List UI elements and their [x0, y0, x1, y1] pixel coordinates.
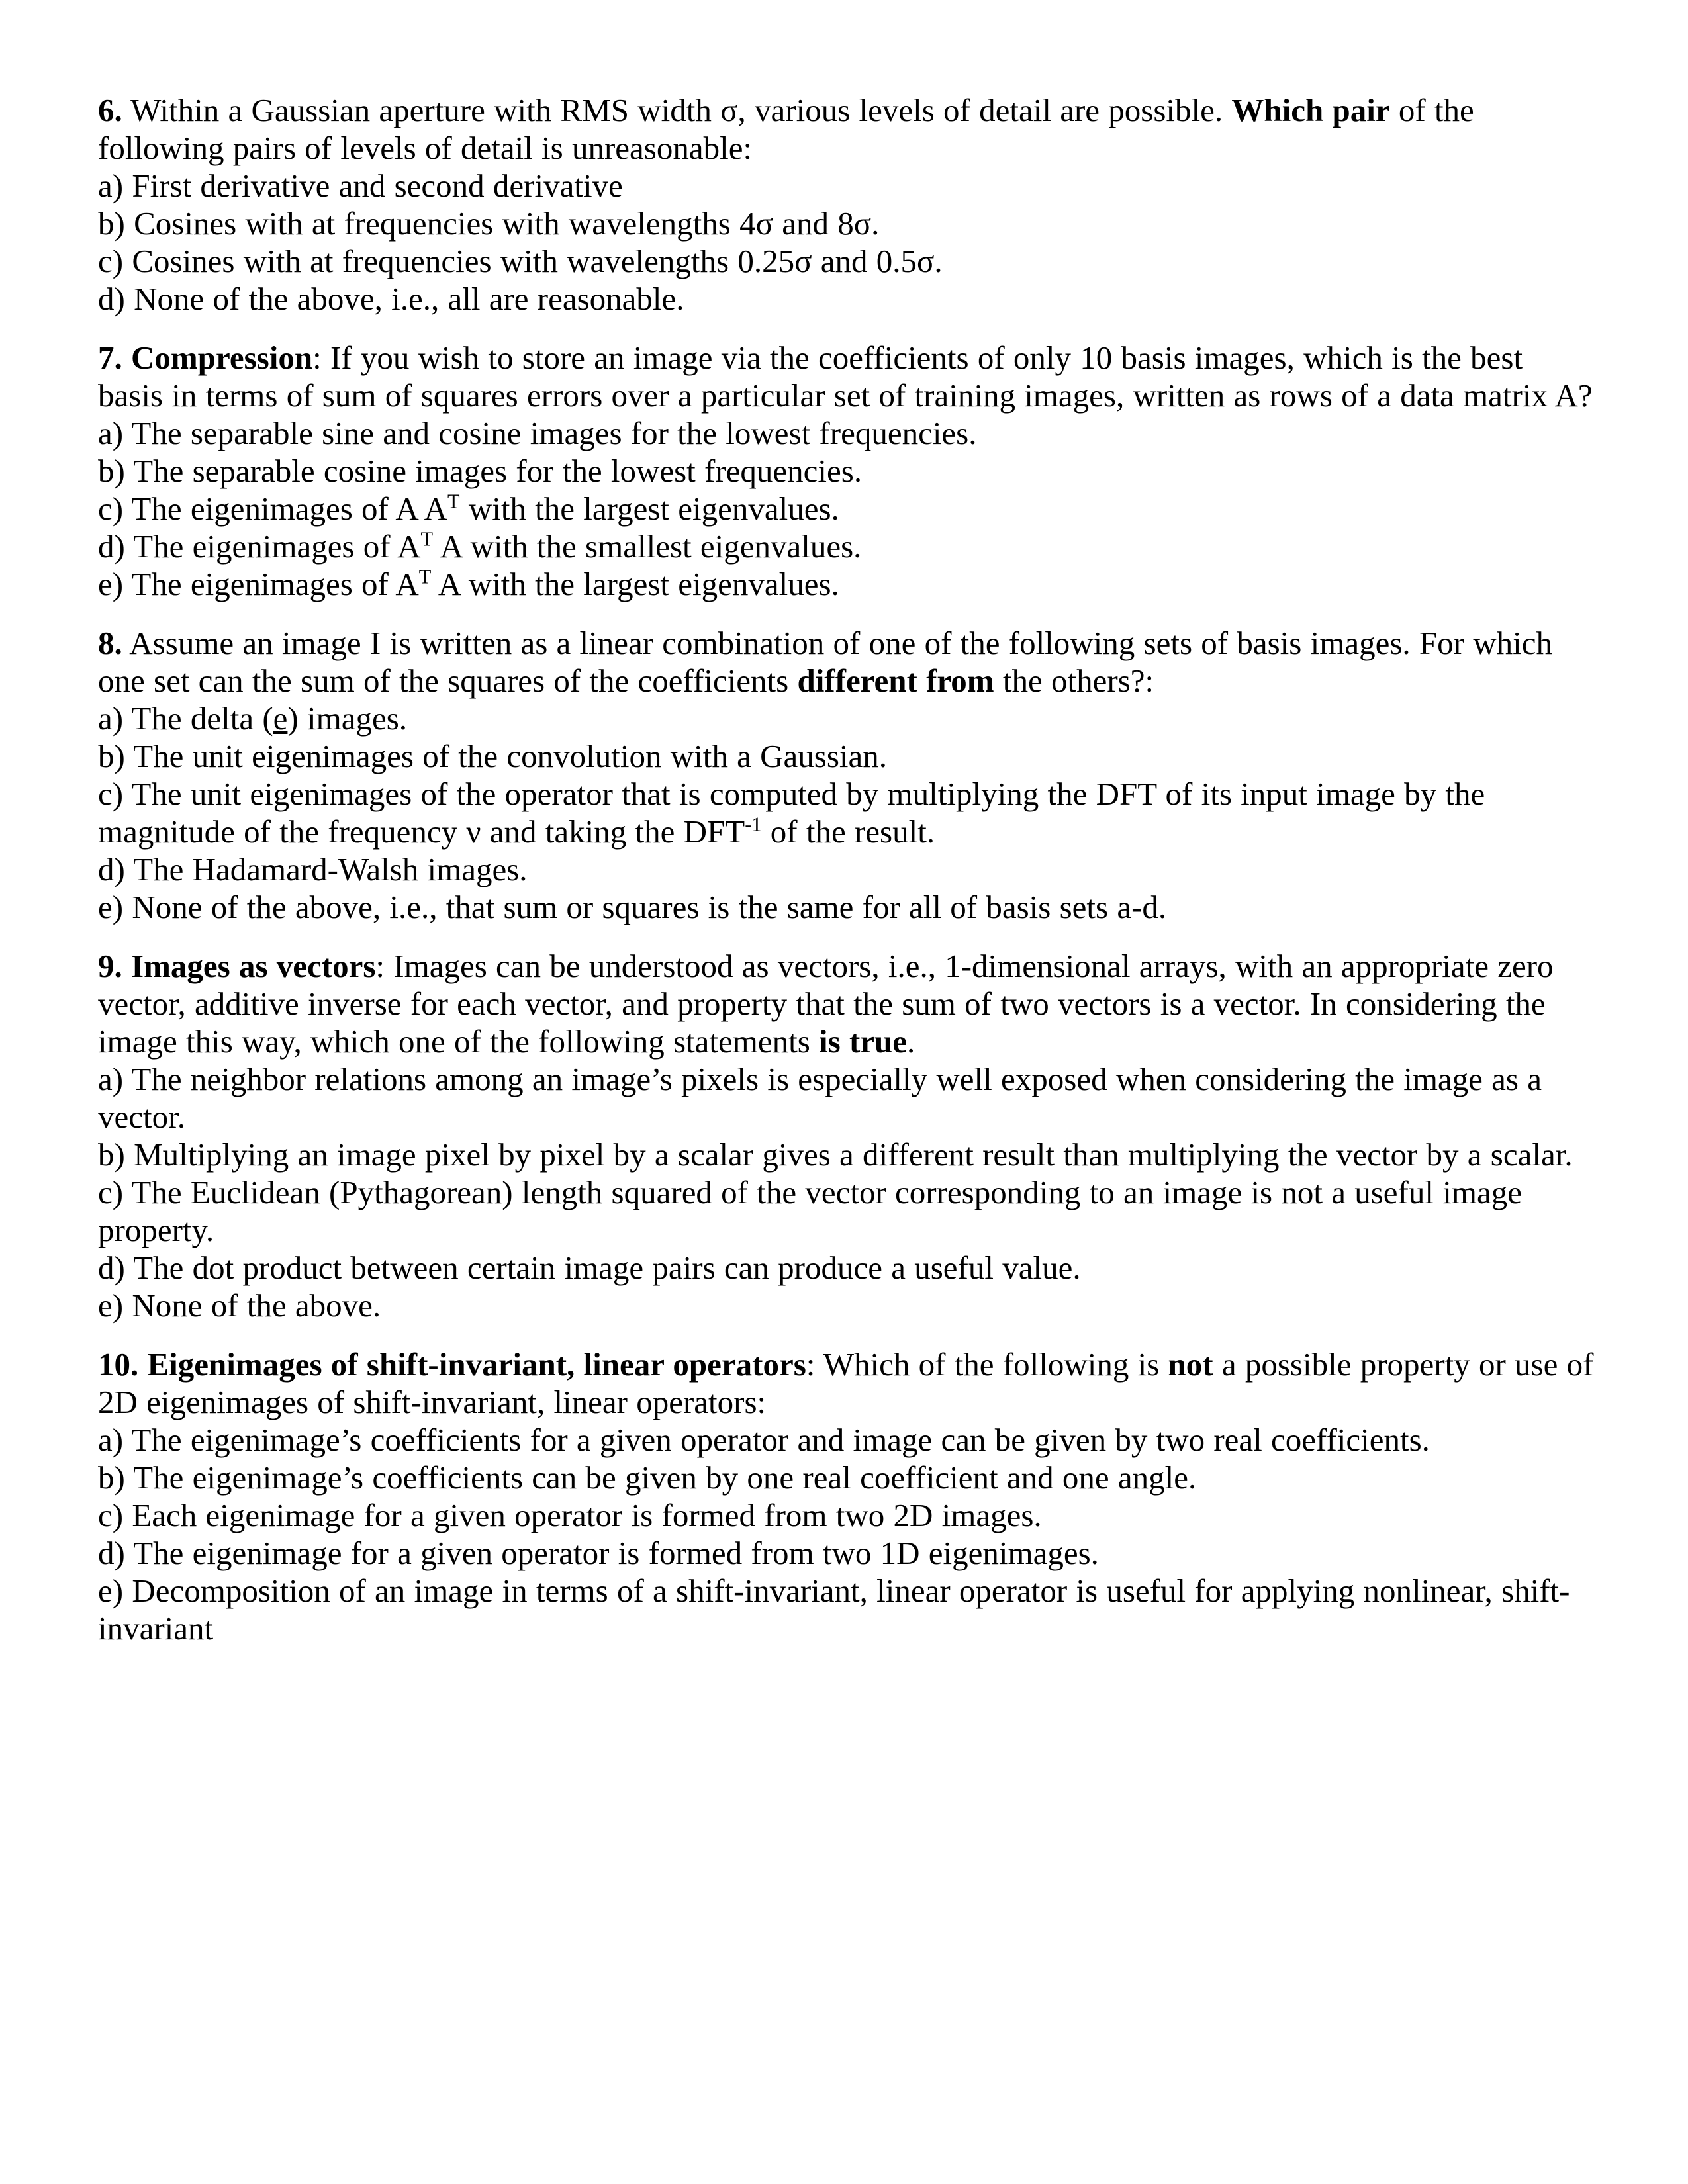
text-segment: c) The unit eigenimages of the operator that is computed by multiplying the DFT of its input image by the magnitude of the frequency ν and taking the DFT	[98, 776, 1485, 850]
question-6	[98, 91, 1595, 318]
text-segment: a) First derivative and second derivative	[98, 167, 623, 204]
text-segment: d) The eigenimage for a given operator is formed from two 1D eigenimages.	[98, 1535, 1099, 1571]
question-option	[98, 775, 1595, 850]
question-7	[98, 339, 1595, 603]
question-option	[98, 1060, 1595, 1136]
text-segment: a) The delta (	[98, 700, 273, 737]
question-option	[98, 167, 1595, 205]
text-segment: Which pair	[1231, 92, 1390, 128]
text-segment: e	[273, 700, 288, 737]
text-segment: c) Cosines with at frequencies with wavelengths 0.25σ and 0.5σ.	[98, 243, 943, 279]
question-option	[98, 1496, 1595, 1534]
text-segment: : Which of the following is	[806, 1346, 1168, 1383]
text-segment: b) The separable cosine images for the lowest frequencies.	[98, 453, 863, 489]
text-segment: d) The Hadamard-Walsh images.	[98, 851, 528, 887]
text-segment: of the result.	[761, 813, 935, 850]
text-segment: Assume an image I is written as a linear combination of one of the following sets of basis images. For which one set can the sum of the squares of the coefficients	[98, 625, 1552, 699]
question-option	[98, 1459, 1595, 1496]
question-option	[98, 490, 1595, 527]
text-segment: Within a Gaussian aperture with RMS width σ, various levels of detail are possible.	[122, 92, 1232, 128]
text-segment: b) Cosines with at frequencies with wavelengths 4σ and 8σ.	[98, 205, 880, 242]
text-segment: is true	[819, 1023, 908, 1060]
question-stem	[98, 624, 1595, 700]
question-option	[98, 850, 1595, 888]
text-segment: 10. Eigenimages of shift-invariant, linear operators	[98, 1346, 806, 1383]
text-segment: T	[418, 565, 432, 588]
superscript-text	[421, 528, 434, 551]
text-segment: A with the largest eigenvalues.	[431, 566, 839, 602]
question-option	[98, 737, 1595, 775]
text-segment: T	[447, 490, 460, 513]
question-9	[98, 947, 1595, 1324]
text-segment: c) The eigenimages of A A	[98, 490, 447, 527]
superscript-text	[447, 490, 460, 513]
text-segment: d) The dot product between certain image pairs can produce a useful value.	[98, 1250, 1081, 1286]
question-option	[98, 1287, 1595, 1324]
text-segment: b) Multiplying an image pixel by pixel by a scalar gives a different result than multiplying the vector by a scalar.	[98, 1136, 1573, 1173]
text-segment: c) The Euclidean (Pythagorean) length squared of the vector corresponding to an image is not a useful image property.	[98, 1174, 1522, 1248]
text-segment: with the largest eigenvalues.	[459, 490, 839, 527]
question-option	[98, 1534, 1595, 1572]
text-segment: a) The separable sine and cosine images for the lowest frequencies.	[98, 415, 977, 451]
question-10	[98, 1345, 1595, 1647]
superscript-text	[419, 566, 432, 588]
text-segment: d) None of the above, i.e., all are reasonable.	[98, 281, 684, 317]
question-stem	[98, 1345, 1595, 1421]
text-segment: of the following pairs of levels of detail is unreasonable:	[98, 92, 1474, 166]
text-segment: 6.	[98, 92, 122, 128]
text-segment: e) None of the above.	[98, 1287, 381, 1324]
question-option	[98, 1421, 1595, 1459]
text-segment: ) images.	[287, 700, 408, 737]
text-segment: a) The neighbor relations among an image’s pixels is especially well exposed when considering the image as a vector.	[98, 1061, 1542, 1135]
question-option	[98, 280, 1595, 318]
text-segment: different from	[797, 662, 994, 699]
text-segment: d) The eigenimages of A	[98, 528, 421, 565]
text-segment: .	[907, 1023, 915, 1060]
question-option	[98, 242, 1595, 280]
text-segment: e) None of the above, i.e., that sum or squares is the same for all of basis sets a-d.	[98, 889, 1167, 925]
text-segment: the others?:	[994, 662, 1154, 699]
question-option	[98, 565, 1595, 603]
text-segment: e) The eigenimages of A	[98, 566, 419, 602]
text-segment: not	[1168, 1346, 1213, 1383]
question-option	[98, 1249, 1595, 1287]
question-stem	[98, 91, 1595, 167]
text-segment: 8.	[98, 625, 122, 661]
text-segment: T	[420, 527, 434, 551]
text-segment: a possible property or use of 2D eigenimages of shift-invariant, linear operators:	[98, 1346, 1594, 1420]
question-option	[98, 205, 1595, 242]
text-segment: b) The eigenimage’s coefficients can be given by one real coefficient and one angle.	[98, 1459, 1197, 1496]
text-segment: A with the smallest eigenvalues.	[433, 528, 862, 565]
text-segment: 7. Compression	[98, 340, 313, 376]
question-8	[98, 624, 1595, 926]
question-option	[98, 414, 1595, 452]
question-option	[98, 1136, 1595, 1173]
text-segment: a) The eigenimage’s coefficients for a given operator and image can be given by two real coefficients.	[98, 1422, 1430, 1458]
text-segment: : Images can be understood as vectors, i.e., 1-dimensional arrays, with an appropriate zero vector, additive inverse for each vector, and property that the sum of two vectors is a vector. In considering the image this way, which one of the following statements	[98, 948, 1554, 1060]
question-option	[98, 452, 1595, 490]
text-segment: b) The unit eigenimages of the convolution with a Gaussian.	[98, 738, 888, 774]
superscript-text	[745, 813, 761, 836]
text-segment: -1	[745, 813, 762, 836]
question-option	[98, 527, 1595, 565]
question-stem	[98, 947, 1595, 1060]
question-option	[98, 1173, 1595, 1249]
question-stem	[98, 339, 1595, 414]
question-option	[98, 700, 1595, 737]
question-option	[98, 1572, 1595, 1647]
text-segment: c) Each eigenimage for a given operator is formed from two 2D images.	[98, 1497, 1042, 1533]
text-segment: e) Decomposition of an image in terms of a shift-invariant, linear operator is useful for applying nonlinear, shift-invariant	[98, 1572, 1570, 1647]
question-option	[98, 888, 1595, 926]
text-segment: : If you wish to store an image via the coefficients of only 10 basis images, which is the best basis in terms of sum of squares errors over a particular set of training images, written as rows of a data matrix A?	[98, 340, 1593, 414]
question-list	[98, 91, 1595, 1647]
text-segment: 9. Images as vectors	[98, 948, 376, 984]
